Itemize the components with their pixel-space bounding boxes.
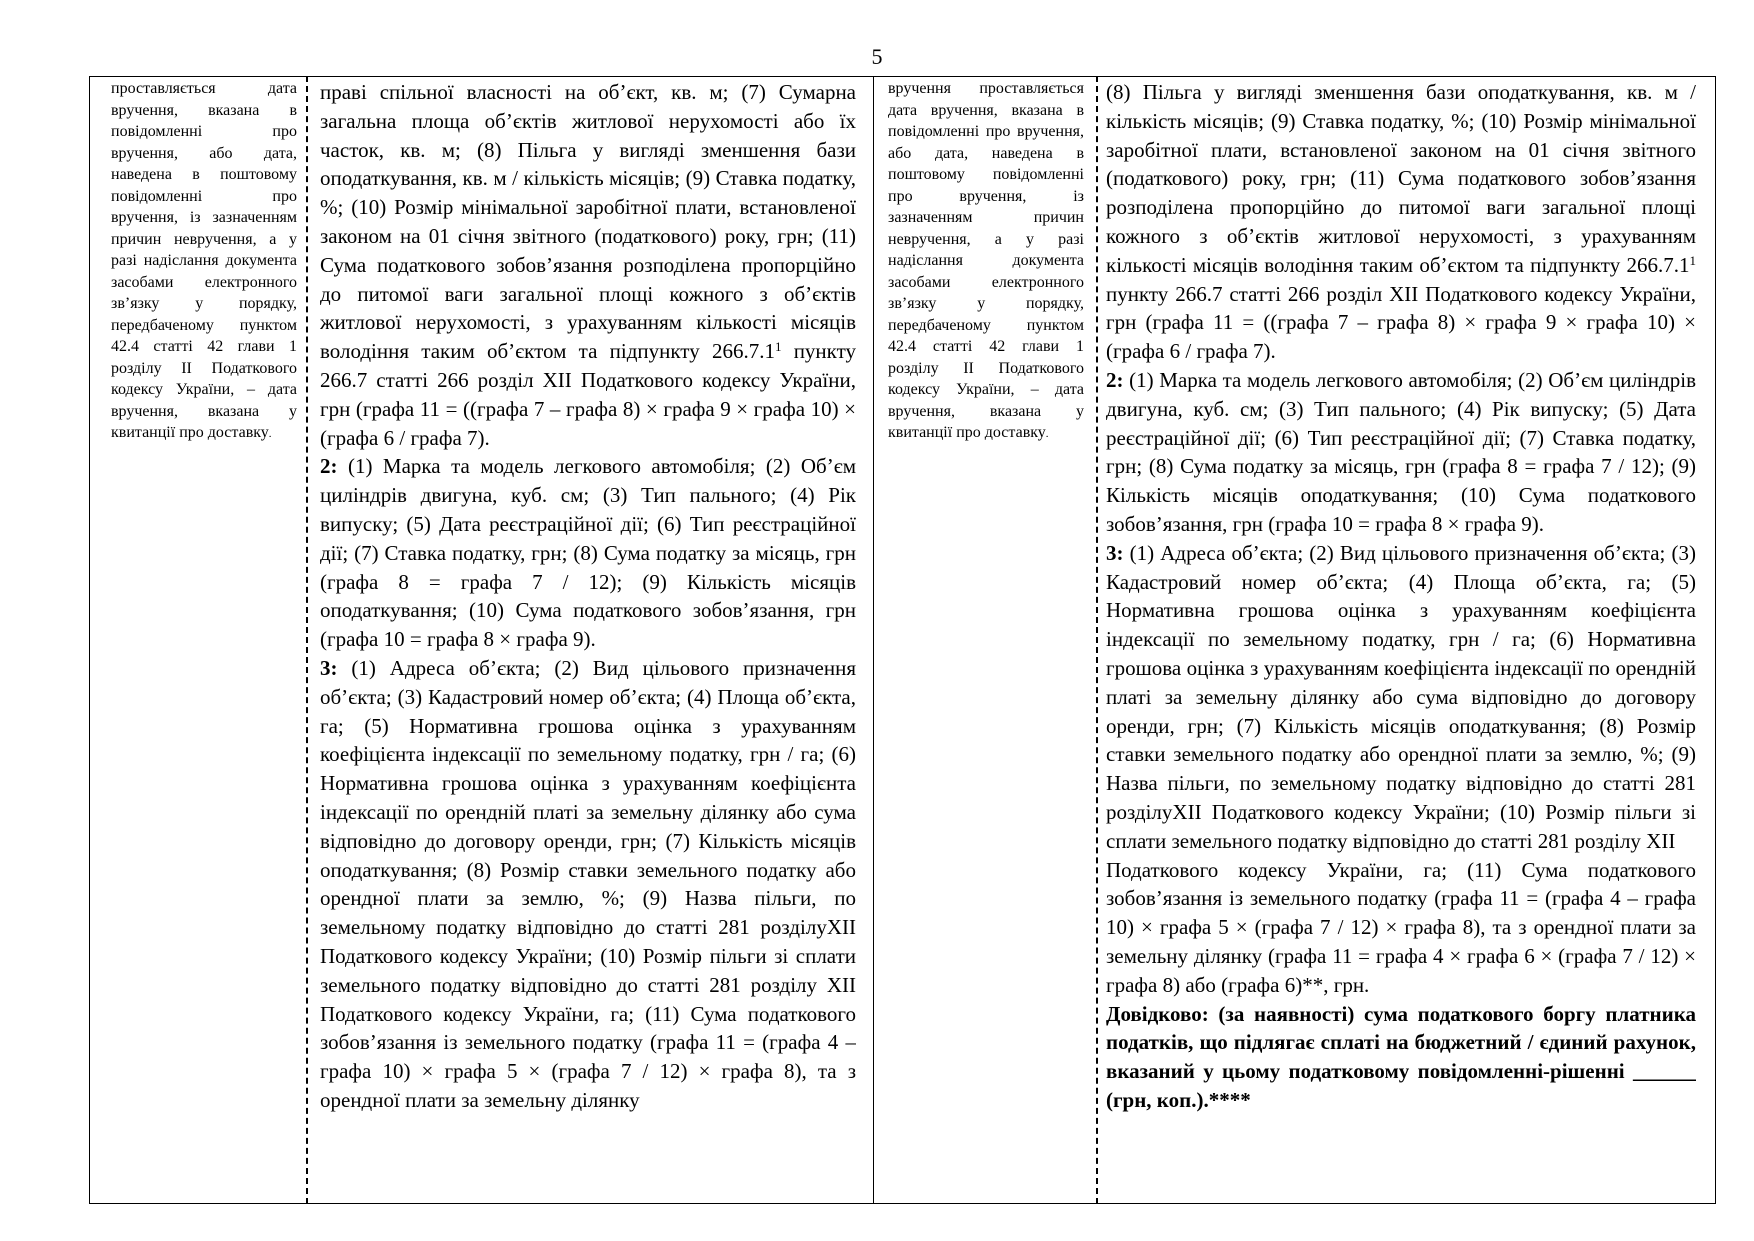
footnote-superscript: 1 (774, 339, 782, 355)
column-divider-center (873, 76, 874, 1204)
section-label: 2: (320, 454, 338, 479)
reference-note: Довідково: (за наявності) сума податкового боргу платника податків, що підлягає сплаті на бюджетний / єдиний рахунок, вказаний у цьому податковому повідомленні-рішенні ______ (грн, коп.).**** (1106, 1001, 1696, 1112)
section-label: 3: (1106, 540, 1124, 565)
section-label: 2: (1106, 367, 1124, 392)
right-narrow-text: вручення проставляється дата вручення, вказана в повідомленні про вручення, або дата, наведена в поштовому повідомленні про вручення, із зазначенням причин невручення, а у разі надіслання документа засобами електронного зв’язку у порядку, передбаченому пунктом 42.4 статті 42 глави 1 розділу II Податкового кодексу України, – дата вручення, вказана у квитанції про доставку (888, 80, 1084, 441)
right-wide-column (1106, 78, 1696, 1202)
right-wide-paragraph-2: 2: (1) Марка та модель легкового автомобіля; (2) Об’єм циліндрів двигуна, куб. см; (3) Тип пального; (4) Рік випуску; (5) Дата реєстраційної дії; (6) Тип реєстраційної дії; (7) Ставка податку, грн; (8) Сума податку за місяць, грн (графа 8 = графа 7 / 12); (9) Кількість місяців оподаткування; (10) Сума податкового зобов’язання, грн (графа 10 = графа 8 × графа 9). (1106, 367, 1696, 536)
left-narrow-period: . (268, 428, 272, 440)
left-wide-paragraph-2: 2: (1) Марка та модель легкового автомобіля; (2) Об’єм циліндрів двигуна, куб. см; (3) Тип пального; (4) Рік випуску; (5) Дата реєстраційної дії; (6) Тип реєстраційної дії; (7) Ставка податку, грн; (8) Сума податку за місяць, грн (графа 8 = графа 7 / 12); (9) Кількість місяців оподаткування; (10) Сума податкового зобов’язання, грн (графа 10 = графа 8 × графа 9). (320, 454, 856, 652)
left-narrow-column (111, 78, 297, 446)
left-wide-paragraph-1: праві спільної власності на об’єкт, кв. м; (7) Сумарна загальна площа об’єктів житлової нерухомості або їх часток, кв. м; (8) Пільга у вигляді зменшення бази оподаткування, кв. м / кількість місяців; (9) Ставка податку, %; (10) Розмір мінімальної заробітної плати, встановленої законом на 01 січня звітного (податкового) року, грн; (11) Сума податкового зобов’язання розподілена пропорційно до питомої ваги загальної площі кожного з об’єктів житлової нерухомості, з урахуванням кількості місяців володіння таким об’єктом та підпункту 266.7.1$^1$ пункту 266.7 статті 266 розділ XII Податкового кодексу України, грн (графа 11 = ((графа 7 – графа 8) × графа 9 × графа 10) × (графа 6 / графа 7). (320, 80, 856, 450)
left-narrow-text: проставляється дата вручення, вказана в повідомленні про вручення, або дата, наведена в поштовому повідомленні про вручення, із зазначенням причин невручення, а у разі надіслання документа засобами електронного зв’язку у порядку, передбаченому пунктом 42.4 статті 42 глави 1 розділу II Податкового кодексу України, – дата вручення, вказана у квитанції про доставку (111, 80, 297, 441)
column-divider-dashed-2 (1096, 76, 1098, 1204)
left-wide-column (320, 78, 856, 1202)
right-wide-paragraph-1: (8) Пільга у вигляді зменшення бази оподаткування, кв. м / кількість місяців; (9) Ставка податку, %; (10) Розмір мінімальної заробітної плати, встановленої законом на 01 січня звітного (податкового) року, грн; (11) Сума податкового зобов’язання розподілена пропорційно до питомої ваги загальної площі кожного з об’єктів житлової нерухомості, з урахуванням кількості місяців володіння таким об’єктом та підпункту 266.7.1$^1$ пункту 266.7 статті 266 розділ XII Податкового кодексу України, грн (графа 11 = ((графа 7 – графа 8) × графа 9 × графа 10) × (графа 6 / графа 7). (1106, 80, 1696, 364)
column-divider-dashed-1 (306, 76, 308, 1204)
left-wide-paragraph-3: 3: (1) Адреса об’єкта; (2) Вид цільового призначення об’єкта; (3) Кадастровий номер об’єкта; (4) Площа об’єкта, га; (5) Нормативна грошова оцінка з урахуванням коефіцієнта індексації по земельному податку, грн / га; (6) Нормативна грошова оцінка з урахуванням коефіцієнта індексації по орендній платі за земельну ділянку або сума відповідно до договору оренди, грн; (7) Кількість місяців оподаткування; (8) Розмір ставки земельного податку або орендної плати за землю, %; (9) Назва пільги, по земельному податку відповідно до статті 281 розділуXII Податкового кодексу України; (10) Розмір пільги зі сплати земельного податку відповідно до статті 281 розділу XII Податкового кодексу України, га; (11) Сума податкового зобов’язання із земельного податку (графа 11 = (графа 4 – графа 10) × графа 5 × (графа 7 / 12) × графа 8), та з орендної плати за земельну ділянку (320, 655, 856, 1112)
section-label: 3: (320, 655, 338, 680)
footnote-superscript: 1 (1689, 252, 1696, 268)
right-narrow-period: . (1045, 428, 1049, 440)
right-wide-paragraph-3-continued: Податкового кодексу України, га; (11) Сума податкового зобов’язання із земельного податку (графа 11 = (графа 4 – графа 10) × графа 5 × (графа 7 / 12) × графа 8), та з орендної плати за земельну ділянку (графа 11 = графа 4 × графа 6 × (графа 7 / 12) × графа 8) або (графа 6)**, грн. (1106, 857, 1696, 997)
right-wide-paragraph-3: 3: (1) Адреса об’єкта; (2) Вид цільового призначення об’єкта; (3) Кадастровий номер об’єкта; (4) Площа об’єкта, га; (5) Нормативна грошова оцінка з урахуванням коефіцієнта індексації по земельному податку, грн / га; (6) Нормативна грошова оцінка з урахуванням коефіцієнта індексації по орендній платі за земельну ділянку або сума відповідно до договору оренди, грн; (7) Кількість місяців оподаткування; (8) Розмір ставки земельного податку або орендної плати за землю, %; (9) Назва пільги, по земельному податку відповідно до статті 281 розділуXII Податкового кодексу України; (10) Розмір пільги зі сплати земельного податку відповідно до статті 281 розділу XII (1106, 540, 1696, 853)
right-narrow-column (888, 78, 1084, 446)
page-number: 5 (871, 44, 883, 69)
